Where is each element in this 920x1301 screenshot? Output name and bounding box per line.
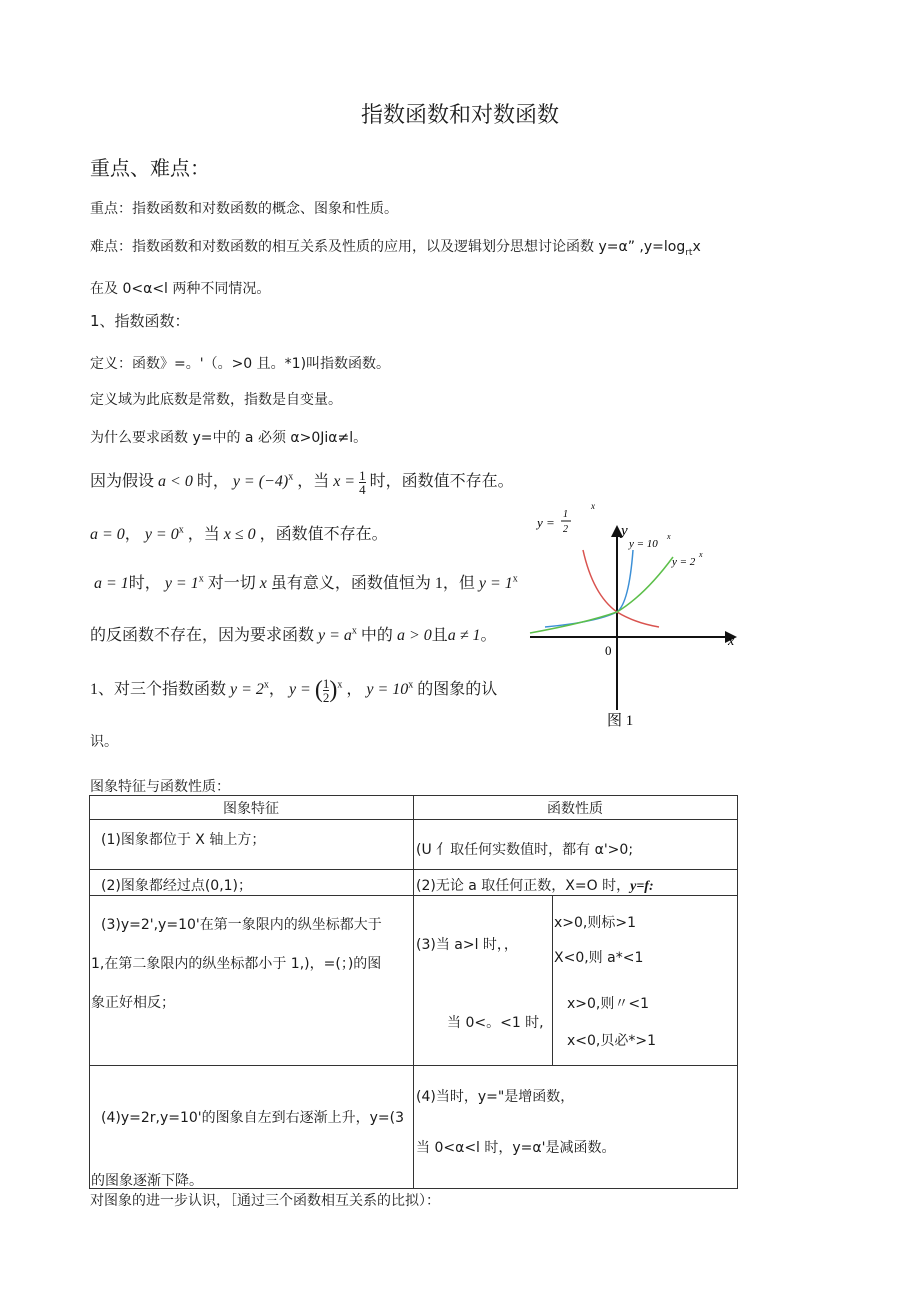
table-caption: 图象特征与函数性质：	[90, 779, 230, 795]
r1-right: (U 亻取任何实数值时，都有 α'>0;	[416, 842, 634, 858]
label-half-num: 1	[563, 509, 568, 520]
r3-left-3: 象正好相反；	[91, 995, 175, 1011]
r4-right-2: 当 0<α<l 时，y=α'是减函数。	[416, 1140, 616, 1156]
why-question: 为什么要求函数 y=中的 a 必须 α>0Jiα≠l。	[90, 430, 368, 446]
difficult-point-cont: 在及 0<α<l 两种不同情况。	[90, 281, 271, 297]
key-point: 重点：指数函数和对数函数的概念、图象和性质。	[90, 201, 398, 217]
recognition-tail: 识。	[90, 734, 118, 750]
r4-left-1: (4)y=2r,y=10'的图象自左到右逐渐上升，y=(3	[101, 1110, 405, 1126]
reason-line-2: a = 0， $y = 0^x$ ，当 x ≤ 0 ，函数值不存在。	[90, 524, 388, 543]
recognition-line: 1、对三个指数函数 $y = 2^x$， y = ( $\frac{1}{2}$ )$^x$ ， $y = 10^x$ 的图象的认	[90, 675, 498, 705]
exponential-graph	[525, 495, 745, 730]
after-table-text: 对图象的进一步认识，［通过三个函数相互关系的比拟）：	[90, 1193, 440, 1209]
r1-left: (1)图象都位于 X 轴上方；	[101, 832, 266, 848]
label-2x: y = 2	[672, 556, 696, 568]
properties-table	[89, 795, 738, 1189]
r3-right-4: x<0,贝必*>1	[567, 1033, 657, 1049]
figure-1	[525, 495, 745, 734]
label-y: y	[621, 523, 628, 539]
figure-caption: 图 1	[607, 713, 634, 729]
header-function-properties: 函数性质	[547, 801, 603, 817]
reason-line-3: a = 1时， $y = 1^x$ 对一切 x 虽有意义，函数值恒为 1，但 $y = 1^x$	[94, 573, 518, 592]
r4-left-2: 的图象逐渐下降。	[91, 1173, 203, 1189]
page-title: 指数函数和对数函数	[360, 103, 559, 128]
r2-right: (2)无论 a 取任何正数，X=O 时，y=f:	[416, 878, 654, 894]
r2-left: (2)图象都经过点(0,1)；	[101, 878, 253, 894]
r3-right-1: x>0,则标>1	[554, 915, 637, 931]
label-half-exp: x	[591, 501, 595, 511]
r3-mid-1: (3)当 a>l 时，，	[416, 937, 518, 953]
label-2x-exp: x	[699, 550, 703, 559]
curve-y-10x	[545, 550, 633, 627]
r3-right-2: X<0,则 a*<1	[554, 950, 644, 966]
r3-right-3: x>0,则〃<1	[567, 996, 650, 1012]
difficult-point: 难点：指数函数和对数函数的相互关系及性质的应用，以及逻辑划分思想讨论函数 y=α” $,y=\log_{rt}x$	[90, 239, 701, 258]
label-10x-exp: x	[667, 532, 671, 541]
section-heading: 1、指数函数：	[90, 312, 190, 330]
r3-left-1: (3)y=2',y=10'在第一象限内的纵坐标都大于	[101, 917, 382, 933]
label-10x: y = 10	[629, 538, 658, 550]
reason-line-1: 因为假设 a < 0 时， $y = (-4)^x$ ，当 x = $\frac{1}{4}$ 时，函数值不存在。	[90, 467, 514, 497]
header-graph-features: 图象特征	[223, 801, 279, 817]
reason-line-4: 的反函数不存在，因为要求函数 $y = a^x$ 中的 a > 0且a ≠ 1。	[90, 625, 497, 644]
label-half: y =	[537, 515, 555, 530]
domain-note: 定义域为此底数是常数，指数是自变量。	[90, 392, 342, 408]
curve-y-half-x	[583, 550, 659, 627]
r4-right-1: (4)当时，y="是增函数，	[416, 1089, 575, 1105]
key-heading: 重点、难点：	[90, 156, 210, 180]
r3-left-2: 1,在第二象限内的纵坐标都小于 1,)，=(；)的图	[91, 956, 382, 972]
label-origin: 0	[605, 643, 612, 658]
label-half-den: 2	[563, 524, 568, 535]
label-x: x	[728, 634, 735, 649]
r3-mid-2: 当 0<。<1 时,	[447, 1015, 544, 1031]
definition: 定义：函数》=。'（。>0 且。*1)叫指数函数。	[90, 356, 391, 372]
